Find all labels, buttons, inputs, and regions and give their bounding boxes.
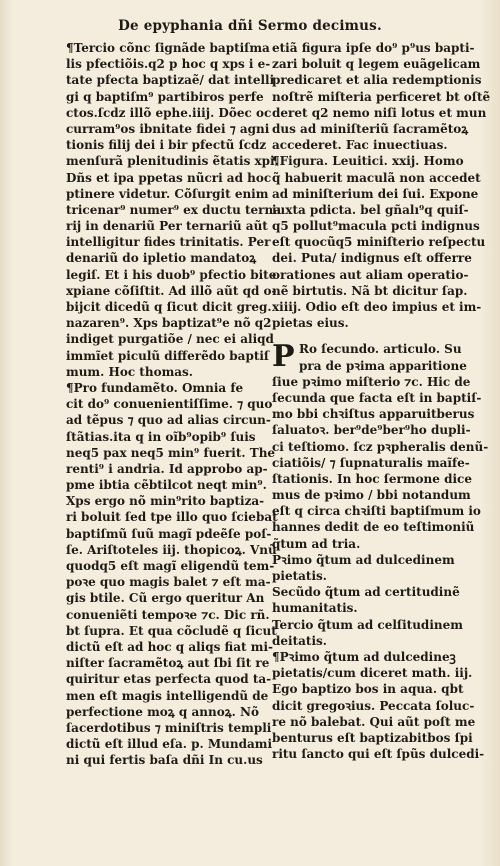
text-line: ritu ſancto qui eſt ſpũs dulcedi- <box>272 747 485 762</box>
text-line: ſe. Ariſtoteles iij. thopicoꝝ. Vnũ <box>66 542 277 557</box>
text-line: pietas eius. <box>272 316 349 331</box>
text-line: men eſt magis intelligendũ de <box>66 688 269 703</box>
text-line: indiget purgatiõe / nec ei aliqd <box>66 332 274 347</box>
text-line: eſt q circa chꝛiſti baptiſmum io <box>272 504 481 519</box>
text-line: pme ibtia cẽbtilcot neqt min⁹. <box>66 478 267 493</box>
text-line: neq5 pax neq5 min⁹ fuerit. The <box>66 445 276 460</box>
text-line: iuxta pdicta. bel gñalı⁹q quiſ- <box>272 202 469 217</box>
text-line: Secũdo q̃tum ad certitudinẽ <box>272 585 460 600</box>
drop-cap-block <box>272 339 471 390</box>
text-line: eſt quocũq5 miniſterio reſpectu <box>272 235 486 250</box>
text-line: ¶Pro fundamẽto. Omnia fe <box>66 380 244 395</box>
text-line: tionis filij dei i bir pfectũ ſcdz <box>66 138 267 153</box>
text-line: ¶Pꝛimo q̃tum ad dulcedineꝫ <box>272 649 456 664</box>
text-line: Tercio q̃tum ad celſitudinem <box>272 617 463 632</box>
text-line: ¶Figura. Leuitici. xxij. Homo <box>272 154 464 169</box>
text-line: q̃ habuerit maculã non accedet <box>272 170 481 185</box>
text-line: pietatis/cum diceret math. iij. <box>272 666 473 681</box>
text-line: renti⁹ i andria. Id approbo ap- <box>66 461 268 476</box>
text-line: menſurã plenitudinis ẽtatis xpi. <box>66 154 279 169</box>
text-line: xpiane cõſiſtit. Ad illõ aũt qd o- <box>66 283 277 298</box>
text-line: accederet. Fac inuectiuas. <box>272 138 448 153</box>
text-line: intelligitur fides trinitatis. Per <box>66 235 271 250</box>
text-line: ſecunda que facta eſt in baptiſ- <box>272 390 482 405</box>
text-line: deret q2 nemo niſi lotus et mun <box>272 105 487 120</box>
text-line: dei. Puta/ indignus eſt offerre <box>272 251 472 266</box>
text-line: ad miniſterium dei ſui. Expone <box>272 186 479 201</box>
text-line: perfectione moꝝ q annoꝝ. Nõ <box>66 704 259 719</box>
text-line: ¶Tercio cõnc ſignãde baptiſma <box>66 41 270 55</box>
text-line: ſacerdotibus ⁊ miniſtris templi <box>66 720 272 735</box>
text-line: Ego baptizo bos in aqua. qbt <box>272 682 464 697</box>
text-line: ci teſtiomo. ſcz pꝛpheralis denũ- <box>272 439 489 454</box>
running-header: De epyphania dñi Sermo decimus. <box>118 18 382 34</box>
text-line: mo bbi chꝛiſtus apparuitberus <box>272 407 475 422</box>
text-line: etiã figura ipſe do⁹ p⁹us bapti- <box>272 41 475 55</box>
text-line: ſaluatoꝛ. ber⁹de⁹ber⁹ho dupli- <box>272 423 471 438</box>
text-line: q̃tum ad tria. <box>272 536 361 551</box>
text-line: mus de pꝛimo / bbi notandum <box>272 488 471 503</box>
text-line: gi q baptiſm⁹ partibiros perfe <box>66 89 264 104</box>
text-line: Dñs et ipa ppetas nũcri ad hoc <box>66 170 272 185</box>
text-line: denariũ do ipletio mandatoꝝ <box>66 251 257 266</box>
text-line: nazaren⁹. Xps baptizat⁹e nõ q2 <box>66 316 272 331</box>
text-line: ciatiõis/ ⁊ ſupnaturalis maĩfe- <box>272 455 470 470</box>
paragraph-gap <box>272 331 468 341</box>
text-line: ſtationis. In hoc ſermone dice <box>272 471 472 486</box>
text-line: gis btile. Cũ ergo queritur An <box>66 591 265 606</box>
text-line: humanitatis. <box>272 601 358 616</box>
text-line: poꝛe quo magis balet ⁊ eſt ma- <box>66 575 271 590</box>
text-line: Ro ſecundo. articulo. Su <box>299 342 462 357</box>
text-line: quiritur etas perfecta quod ta- <box>66 672 272 687</box>
text-line: conueniẽti tempoꝛe ⁊c. Dic rñ. <box>66 607 270 622</box>
text-line: dictũ eſt ad hoc q aliqs fiat mi- <box>66 639 274 654</box>
text-line: legiſ. Et i his duob⁹ pfectio bite <box>66 267 277 282</box>
text-line: Xps ergo nõ min⁹rito baptiza- <box>66 494 265 509</box>
text-line: ſiue pꝛimo miſterio ⁊c. Hic de <box>272 374 471 389</box>
text-line: dus ad miniſteriũ ſacramẽtoꝝ <box>272 121 469 136</box>
text-line: mum. Hoc thomas. <box>66 364 193 379</box>
text-line: baptiſmũ ſuũ magĩ pdeẽſe poſ- <box>66 526 272 541</box>
text-line: xiiij. Odio eſt deo impius et im- <box>272 300 482 314</box>
text-line: dictũ eſt illud eſa. p. Mundami <box>66 737 273 752</box>
text-line: zari boluit q legem euãgelicam <box>272 57 481 72</box>
text-line: benturus eſt baptizabitbos ſpi <box>272 730 473 745</box>
text-line: ſtãtias.ita q in oĩb⁹opib⁹ ſuis <box>66 429 256 444</box>
text-line: ptinere videtur. Cõſurgit enim <box>66 186 269 201</box>
text-line: q5 pollut⁹macula pcti indignus <box>272 219 480 234</box>
text-line: ad tẽpus ⁊ quo ad alias circun- <box>66 413 271 428</box>
left-column <box>66 40 281 768</box>
drop-cap-lines <box>272 341 471 390</box>
text-line: ni qui fertis baſa dñi In cu.us <box>66 753 263 768</box>
text-line: curram⁹os ibnitate fidei ⁊ agni <box>66 121 270 136</box>
text-line: cit do⁹ conuenientiſſime. ⁊ quo <box>66 397 273 412</box>
text-line: immĩet piculũ differẽdo baptiſ <box>66 348 270 363</box>
text-line: nẽ birtutis. Nã bt dicitur ſap. <box>272 283 468 298</box>
right-column-top <box>272 40 491 331</box>
text-line: ri boluit ſed tpe illo quo ſciebat <box>66 510 278 525</box>
text-line: orationes aut aliam operatio- <box>272 267 469 282</box>
text-line: tate pfecta baptizaẽ/ dat intelli <box>66 73 275 88</box>
text-line: ctos.ſcdz illõ ephe.iiij. Dõec oc <box>66 105 272 120</box>
text-line: bt ſupra. Et qua cõcludẽ q ſicut <box>66 623 277 638</box>
right-column-bottom <box>272 390 489 762</box>
text-line: dicit gregoꝛius. Peccata ſoluc- <box>272 698 475 713</box>
text-line: pietatis. <box>272 569 327 583</box>
text-line: rij in denariũ Per ternariũ aũt <box>66 219 268 234</box>
text-line: deitatis. <box>272 633 327 648</box>
text-line: niſter ſacramẽtoꝝ aut ſbi ſit re <box>66 656 270 671</box>
text-line: quodq5 eſt magĩ eligendũ tem- <box>66 559 275 573</box>
text-line: hannes dedit de eo teſtimoniũ <box>272 520 475 535</box>
text-line: lis pfectiõis.q2 p hoc q xps i e- <box>66 57 271 72</box>
drop-cap-initial: P <box>272 339 295 375</box>
text-line: noſtrẽ miſteria perficeret bt oſtẽ <box>272 89 491 104</box>
text-line: predicaret et alia redemptionis <box>272 73 482 88</box>
right-column <box>272 40 491 762</box>
text-line: bijcit dicedũ q ſicut dicit greg. <box>66 300 272 314</box>
text-line: Pꝛimo q̃tum ad dulcedinem <box>272 552 455 567</box>
text-line: tricenar⁹ numer⁹ ex ductu terna <box>66 202 281 217</box>
text-line: pra de pꝛima apparitione <box>299 358 467 373</box>
text-line: re nõ balebat. Qui aũt poſt me <box>272 714 476 729</box>
